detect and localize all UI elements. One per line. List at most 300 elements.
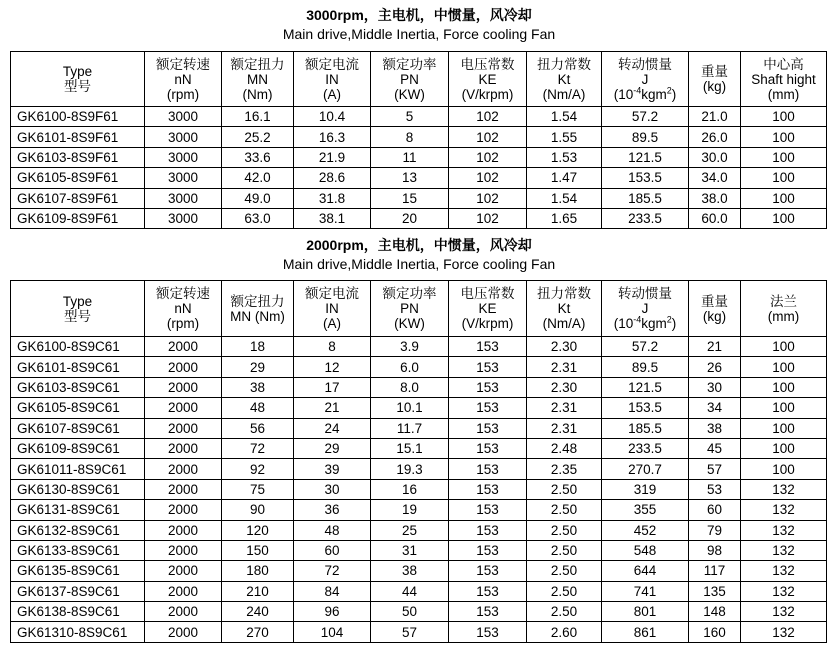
- header-line: 型号: [64, 79, 91, 94]
- table-cell: 15: [371, 188, 449, 208]
- table-cell: 16.1: [222, 107, 294, 127]
- model-type-cell: GK6100-8S9C61: [11, 337, 145, 357]
- header-line: 额定扭力: [230, 56, 285, 72]
- table-cell: 12: [294, 357, 371, 377]
- table-cell: 153: [449, 520, 527, 540]
- header-line: 电压常数: [460, 56, 515, 72]
- table-cell: 2.48: [527, 438, 602, 458]
- table-cell: 8.0: [371, 377, 449, 397]
- table-cell: 72: [294, 561, 371, 581]
- table-cell: 132: [741, 622, 827, 642]
- table-cell: 57: [689, 459, 741, 479]
- table2-header-col-8: [689, 281, 741, 337]
- table-cell: 120: [222, 520, 294, 540]
- table-row: [11, 377, 827, 397]
- model-type-cell: GK6138-8S9C61: [11, 602, 145, 622]
- table-cell: 31: [371, 540, 449, 560]
- spec-table-3000rpm: [10, 51, 827, 229]
- model-type-cell: GK6130-8S9C61: [11, 479, 145, 499]
- table-cell: 160: [689, 622, 741, 642]
- table-cell: 153: [449, 438, 527, 458]
- table-cell: 2000: [145, 337, 222, 357]
- table-cell: 29: [222, 357, 294, 377]
- table-cell: 21: [689, 337, 741, 357]
- unit-part: (10: [613, 316, 634, 331]
- model-type-cell: GK6109-8S9C61: [11, 438, 145, 458]
- table-cell: 100: [741, 127, 827, 147]
- header-line: (rpm): [166, 86, 200, 102]
- table-cell: 36: [294, 500, 371, 520]
- table2-header-col-4: [371, 281, 449, 337]
- header-line: (Nm/A): [542, 316, 586, 331]
- table-cell: 38: [689, 418, 741, 438]
- table1-header-col-9: [741, 52, 827, 107]
- table-cell: 25: [371, 520, 449, 540]
- table-row: [11, 337, 827, 357]
- table-cell: 2000: [145, 479, 222, 499]
- table-row: [11, 398, 827, 418]
- model-type-cell: GK6103-8S9F61: [11, 147, 145, 167]
- table-cell: 8: [371, 127, 449, 147]
- table-cell: 3000: [145, 168, 222, 188]
- table1-subtitle: Main drive,Middle Inertia, Force cooling Fan: [282, 26, 556, 42]
- table-cell: 2000: [145, 581, 222, 601]
- unit-part: ): [671, 316, 677, 331]
- table-cell: 25.2: [222, 127, 294, 147]
- header-line: 法兰: [770, 293, 797, 309]
- header-line: J: [641, 71, 649, 87]
- table-cell: 132: [741, 561, 827, 581]
- table-cell: 1.47: [527, 168, 602, 188]
- table-cell: 89.5: [602, 357, 689, 377]
- header-line: (Nm/A): [542, 86, 586, 102]
- table-cell: 102: [449, 107, 527, 127]
- header-line: (Nm): [242, 86, 273, 102]
- model-type-cell: GK6107-8S9C61: [11, 418, 145, 438]
- table-cell: 3000: [145, 188, 222, 208]
- table1-title: 3000rpm，主电机，中惯量，风冷却: [306, 7, 532, 23]
- header-line: 中心高: [763, 56, 804, 72]
- model-type-cell: GK6105-8S9C61: [11, 398, 145, 418]
- header-line: 型号: [64, 308, 91, 324]
- table-cell: 17: [294, 377, 371, 397]
- table-cell: 150: [222, 540, 294, 560]
- table-cell: 100: [741, 337, 827, 357]
- table-cell: 100: [741, 147, 827, 167]
- table-cell: 2.31: [527, 357, 602, 377]
- table-cell: 100: [741, 418, 827, 438]
- table-cell: 50: [371, 602, 449, 622]
- table-cell: 102: [449, 147, 527, 167]
- table-cell: 42.0: [222, 168, 294, 188]
- table-row: [11, 208, 827, 228]
- table-cell: 2.60: [527, 622, 602, 642]
- table-cell: 153: [449, 622, 527, 642]
- table-cell: 11.7: [371, 418, 449, 438]
- table-cell: 100: [741, 377, 827, 397]
- table-row: [11, 581, 827, 601]
- table-cell: 21.0: [689, 107, 741, 127]
- table-cell: 153: [449, 581, 527, 601]
- table1-header-col-6: [527, 52, 602, 107]
- header-line: Type: [62, 293, 93, 309]
- table-cell: 15.1: [371, 438, 449, 458]
- model-type-cell: GK6101-8S9C61: [11, 357, 145, 377]
- table-cell: 355: [602, 500, 689, 520]
- table-cell: 100: [741, 459, 827, 479]
- unit-part: (10: [613, 86, 634, 102]
- table-cell: 92: [222, 459, 294, 479]
- table-cell: 2.30: [527, 377, 602, 397]
- header-line: (V/krpm): [461, 316, 514, 331]
- table-cell: 48: [294, 520, 371, 540]
- header-unit: [614, 316, 677, 331]
- table1-header-col-5: [449, 52, 527, 107]
- header-line: MN: [247, 71, 268, 87]
- table-cell: 20: [371, 208, 449, 228]
- table-cell: 29: [294, 438, 371, 458]
- model-type-cell: GK6105-8S9F61: [11, 168, 145, 188]
- table-cell: 96: [294, 602, 371, 622]
- table-cell: 63.0: [222, 208, 294, 228]
- table-cell: 3000: [145, 147, 222, 167]
- table-row: [11, 127, 827, 147]
- table-cell: 21.9: [294, 147, 371, 167]
- unit-exponent: -4: [633, 85, 642, 95]
- table1-header-col-2: [222, 52, 294, 107]
- model-type-cell: GK6100-8S9F61: [11, 107, 145, 127]
- table-cell: 210: [222, 581, 294, 601]
- table-cell: 1.54: [527, 188, 602, 208]
- table1-header-col-3: [294, 52, 371, 107]
- table-cell: 38.0: [689, 188, 741, 208]
- header-line: 额定功率: [382, 286, 437, 301]
- table-cell: 48: [222, 398, 294, 418]
- table-cell: 57: [371, 622, 449, 642]
- table-cell: 3000: [145, 107, 222, 127]
- model-type-cell: GK61011-8S9C61: [11, 459, 145, 479]
- table-cell: 121.5: [602, 377, 689, 397]
- table-cell: 11: [371, 147, 449, 167]
- table-cell: 185.5: [602, 418, 689, 438]
- table-cell: 2.50: [527, 540, 602, 560]
- table-row: [11, 147, 827, 167]
- table-cell: 2.31: [527, 398, 602, 418]
- table-cell: 2.35: [527, 459, 602, 479]
- header-unit: [614, 87, 677, 102]
- table-cell: 10.1: [371, 398, 449, 418]
- table-cell: 132: [741, 602, 827, 622]
- table-cell: 8: [294, 337, 371, 357]
- unit-part: ): [671, 86, 677, 102]
- table-cell: 102: [449, 208, 527, 228]
- header-line: 重量: [701, 293, 728, 309]
- header-line: (kg): [702, 79, 727, 94]
- table-cell: 153: [449, 500, 527, 520]
- header-line: 额定电流: [305, 286, 359, 301]
- table-cell: 180: [222, 561, 294, 581]
- table-cell: 3.9: [371, 337, 449, 357]
- table-cell: 153: [449, 398, 527, 418]
- header-line: (KW): [394, 86, 425, 102]
- table-cell: 18: [222, 337, 294, 357]
- table-cell: 319: [602, 479, 689, 499]
- unit-part: kgm: [641, 86, 667, 102]
- table-cell: 132: [741, 540, 827, 560]
- header-line: 额定转速: [156, 286, 210, 301]
- table-cell: 2000: [145, 377, 222, 397]
- table-cell: 13: [371, 168, 449, 188]
- table-cell: 2.50: [527, 479, 602, 499]
- table-cell: 26.0: [689, 127, 741, 147]
- table1-header-col-8: [689, 52, 741, 107]
- table-cell: 153: [449, 561, 527, 581]
- table-cell: 60.0: [689, 208, 741, 228]
- table-cell: 185.5: [602, 188, 689, 208]
- table2-header-col-7: [602, 281, 689, 337]
- table-cell: 28.6: [294, 168, 371, 188]
- table1-header-col-4: [371, 52, 449, 107]
- table-cell: 148: [689, 602, 741, 622]
- table-cell: 89.5: [602, 127, 689, 147]
- table-cell: 2000: [145, 418, 222, 438]
- table-cell: 39: [294, 459, 371, 479]
- table-row: [11, 479, 827, 499]
- table-cell: 1.54: [527, 107, 602, 127]
- table-cell: 2000: [145, 540, 222, 560]
- header-line: (A): [323, 316, 341, 331]
- header-line: PN: [400, 301, 419, 316]
- table-cell: 19.3: [371, 459, 449, 479]
- table2-header-col-6: [527, 281, 602, 337]
- table2-header-col-2: [222, 281, 294, 337]
- table-row: [11, 188, 827, 208]
- table-cell: 100: [741, 188, 827, 208]
- table-cell: 102: [449, 188, 527, 208]
- unit-part: kgm: [641, 316, 667, 331]
- table1-header-col-7: [602, 52, 689, 107]
- header-line: (A): [323, 86, 341, 102]
- table-row: [11, 107, 827, 127]
- table-cell: 100: [741, 357, 827, 377]
- table-cell: 100: [741, 208, 827, 228]
- table-cell: 104: [294, 622, 371, 642]
- table-cell: 153: [449, 459, 527, 479]
- header-line: (V/krpm): [461, 86, 514, 102]
- table-cell: 2.50: [527, 602, 602, 622]
- table-cell: 2000: [145, 520, 222, 540]
- table-cell: 84: [294, 581, 371, 601]
- table2-header-col-1: [145, 281, 222, 337]
- table-cell: 45: [689, 438, 741, 458]
- table-cell: 38: [371, 561, 449, 581]
- table-cell: 117: [689, 561, 741, 581]
- header-line: Kt: [557, 301, 571, 316]
- table-cell: 121.5: [602, 147, 689, 167]
- table-row: [11, 500, 827, 520]
- header-line: KE: [478, 71, 497, 87]
- table-cell: 57.2: [602, 337, 689, 357]
- table-cell: 153: [449, 337, 527, 357]
- table-row: [11, 622, 827, 642]
- table-cell: 21: [294, 398, 371, 418]
- table-cell: 26: [689, 357, 741, 377]
- model-type-cell: GK6101-8S9F61: [11, 127, 145, 147]
- header-line: Type: [62, 64, 93, 79]
- table-cell: 31.8: [294, 188, 371, 208]
- table-cell: 1.65: [527, 208, 602, 228]
- table-cell: 2.50: [527, 500, 602, 520]
- table-cell: 2000: [145, 622, 222, 642]
- table-cell: 1.53: [527, 147, 602, 167]
- table2-header-col-5: [449, 281, 527, 337]
- table-cell: 240: [222, 602, 294, 622]
- table-cell: 30.0: [689, 147, 741, 167]
- header-line: Shaft hight: [751, 71, 816, 87]
- table-cell: 30: [294, 479, 371, 499]
- header-line: IN: [325, 71, 339, 87]
- table-cell: 79: [689, 520, 741, 540]
- table-row: [11, 168, 827, 188]
- table-cell: 16.3: [294, 127, 371, 147]
- table-cell: 2.30: [527, 337, 602, 357]
- table-cell: 34: [689, 398, 741, 418]
- table1-header-col-0: [11, 52, 145, 107]
- model-type-cell: GK61310-8S9C61: [11, 622, 145, 642]
- table-cell: 270.7: [602, 459, 689, 479]
- table-cell: 153: [449, 418, 527, 438]
- table1-header-col-1: [145, 52, 222, 107]
- header-line: 额定电流: [305, 56, 359, 72]
- table-cell: 153.5: [602, 168, 689, 188]
- table-cell: 2000: [145, 459, 222, 479]
- table-cell: 132: [741, 520, 827, 540]
- table-row: [11, 357, 827, 377]
- table-cell: 132: [741, 500, 827, 520]
- table-cell: 2000: [145, 602, 222, 622]
- header-line: 额定扭力: [230, 293, 285, 309]
- table-cell: 30: [689, 377, 741, 397]
- header-line: J: [641, 301, 649, 316]
- table-cell: 38: [222, 377, 294, 397]
- table-cell: 24: [294, 418, 371, 438]
- table-cell: 132: [741, 479, 827, 499]
- table-row: [11, 520, 827, 540]
- table-cell: 100: [741, 107, 827, 127]
- header-line: (KW): [394, 316, 425, 331]
- table-cell: 5: [371, 107, 449, 127]
- spec-table-2000rpm: [10, 280, 827, 643]
- table1-header-row: [11, 52, 827, 107]
- table-cell: 38.1: [294, 208, 371, 228]
- header-line: 扭力常数: [537, 56, 591, 72]
- header-line: IN: [325, 301, 339, 316]
- table-row: [11, 561, 827, 581]
- table-cell: 801: [602, 602, 689, 622]
- table-cell: 60: [294, 540, 371, 560]
- table-cell: 102: [449, 168, 527, 188]
- header-line: (mm): [767, 86, 800, 102]
- table-row: [11, 540, 827, 560]
- header-line: 额定功率: [382, 56, 437, 72]
- table-cell: 3000: [145, 208, 222, 228]
- table-cell: 100: [741, 438, 827, 458]
- table-cell: 153: [449, 357, 527, 377]
- table-cell: 100: [741, 398, 827, 418]
- model-type-cell: GK6131-8S9C61: [11, 500, 145, 520]
- model-type-cell: GK6133-8S9C61: [11, 540, 145, 560]
- table-cell: 3000: [145, 127, 222, 147]
- header-line: (mm): [767, 308, 800, 324]
- header-line: MN (Nm): [230, 308, 285, 324]
- unit-exponent: -4: [633, 314, 642, 325]
- table-cell: 53: [689, 479, 741, 499]
- table-cell: 132: [741, 581, 827, 601]
- table-cell: 98: [689, 540, 741, 560]
- table-cell: 75: [222, 479, 294, 499]
- header-line: PN: [400, 71, 419, 87]
- table-cell: 135: [689, 581, 741, 601]
- header-line: 电压常数: [460, 286, 515, 301]
- header-line: 扭力常数: [537, 286, 591, 301]
- header-line: Kt: [557, 71, 571, 87]
- table-cell: 10.4: [294, 107, 371, 127]
- table-cell: 548: [602, 540, 689, 560]
- table-row: [11, 418, 827, 438]
- header-line: nN: [174, 71, 192, 87]
- table-cell: 2000: [145, 500, 222, 520]
- table-cell: 102: [449, 127, 527, 147]
- table-cell: 153: [449, 602, 527, 622]
- table-cell: 2.50: [527, 561, 602, 581]
- table-cell: 72: [222, 438, 294, 458]
- table2-header-col-9: [741, 281, 827, 337]
- table2-header-row: [11, 281, 827, 337]
- table-cell: 34.0: [689, 168, 741, 188]
- model-type-cell: GK6107-8S9F61: [11, 188, 145, 208]
- table-cell: 1.55: [527, 127, 602, 147]
- header-line: (kg): [702, 308, 727, 324]
- table-cell: 44: [371, 581, 449, 601]
- unit-exponent: 2: [666, 85, 672, 95]
- table-cell: 153.5: [602, 398, 689, 418]
- model-type-cell: GK6103-8S9C61: [11, 377, 145, 397]
- header-line: 转动惯量: [618, 56, 672, 72]
- table-cell: 2.50: [527, 520, 602, 540]
- table-cell: 90: [222, 500, 294, 520]
- table-cell: 233.5: [602, 208, 689, 228]
- table-cell: 6.0: [371, 357, 449, 377]
- table-cell: 153: [449, 377, 527, 397]
- table-cell: 60: [689, 500, 741, 520]
- table-cell: 270: [222, 622, 294, 642]
- table-cell: 2000: [145, 438, 222, 458]
- table-cell: 2000: [145, 357, 222, 377]
- header-line: 额定转速: [156, 56, 210, 72]
- table2-subtitle: Main drive,Middle Inertia, Force cooling Fan: [282, 256, 556, 272]
- header-line: nN: [174, 301, 192, 316]
- table-row: [11, 438, 827, 458]
- table2-title: 2000rpm，主电机，中惯量，风冷却: [306, 237, 532, 253]
- table2-header-col-0: [11, 281, 145, 337]
- header-line: (rpm): [166, 316, 200, 331]
- model-type-cell: GK6109-8S9F61: [11, 208, 145, 228]
- header-line: 转动惯量: [618, 286, 672, 301]
- table-cell: 33.6: [222, 147, 294, 167]
- model-type-cell: GK6132-8S9C61: [11, 520, 145, 540]
- unit-exponent: 2: [666, 314, 672, 325]
- model-type-cell: GK6137-8S9C61: [11, 581, 145, 601]
